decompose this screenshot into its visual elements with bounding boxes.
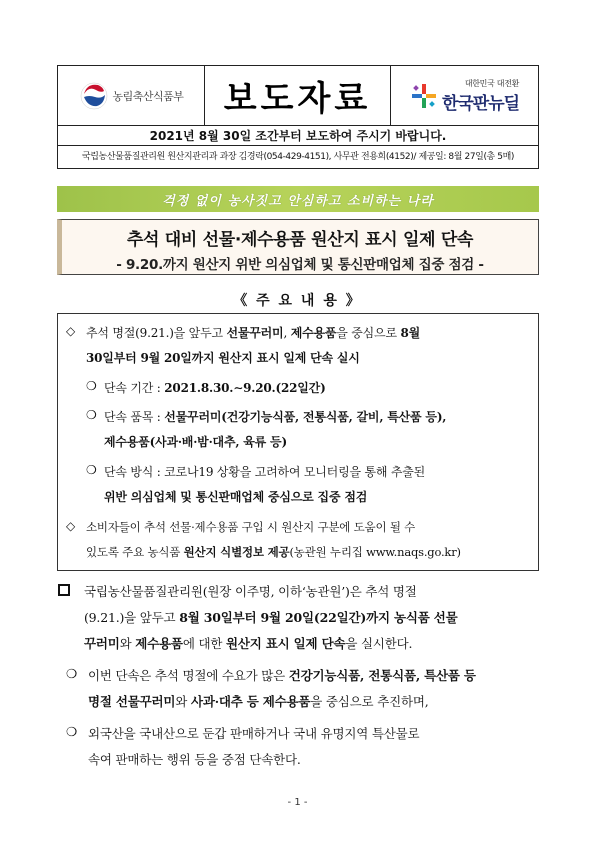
headline-subtitle: - 9.20.까지 원산지 위반 의심업체 및 통신판매업체 집중 점검 - <box>116 257 484 273</box>
brand-cell <box>391 66 538 125</box>
circle-bullet-icon: ❍ <box>86 379 97 393</box>
embargo-notice: 2021년 8월 30일 조간부터 보도하여 주시기 바랍니다. <box>58 126 538 146</box>
body-sub2-line2: 속여 판매하는 행위 등을 중점 단속한다. <box>88 752 301 767</box>
summary-title: 《 주 요 내 용 》 <box>233 293 362 309</box>
summary-items-line1: 단속 품목 : 선물꾸러미(건강기능식품, 전통식품, 갈비, 특산품 등), <box>104 410 447 424</box>
ministry-name: 농림축산식품부 <box>112 89 184 103</box>
summary-p2-line2: 있도록 주요 농식품 원산지 식별정보 제공(농관원 누리집 www.naqs.go.kr) <box>86 545 461 559</box>
contact-info: 국립농산물품질관리원 원산지관리과 과장 김경락(054-429-4151), 사무관 전용희(4152)/ 제공일: 8월 27일(총 5매) <box>81 152 515 162</box>
new-deal-logo <box>410 78 519 114</box>
body-sub1-line1: 이번 단속은 추석 명절에 수요가 많은 건강기능식품, 전통식품, 특산품 등 <box>88 668 476 683</box>
diamond-bullet-icon: ◇ <box>66 519 76 533</box>
body-para1-line1: 국립농산물품질관리원(원장 이주명, 이하‘농관원’)은 추석 명절 <box>84 584 417 599</box>
body-sub2-line1: 외국산을 국내산으로 둔갑 판매하거나 국내 유명지역 특산물로 <box>88 726 420 741</box>
summary-p1-line2: 30일부터 9월 20일까지 원산지 표시 일제 단속 실시 <box>86 351 360 365</box>
ministry-emblem-icon <box>79 81 109 111</box>
summary-period: 단속 기간 : 2021.8.30.∼9.20.(22일간) <box>104 381 326 395</box>
summary-box <box>57 313 539 571</box>
summary-method-line2: 위반 의심업체 및 통신판매업체 중심으로 집중 점검 <box>104 490 368 504</box>
ministry-logo <box>79 81 184 111</box>
brand-tagline: 대한민국 대전환 <box>464 78 520 88</box>
summary-p1-line1: 추석 명절(9.21.)을 앞두고 선물꾸러미, 제수용품을 중심으로 8월 <box>86 326 421 340</box>
body-para1-line3: 꾸러미와 제수용품에 대한 원산지 표시 일제 단속을 실시한다. <box>84 636 413 651</box>
headline-box <box>57 219 539 275</box>
checkbox-bullet-icon <box>58 584 70 596</box>
diamond-bullet-icon: ◇ <box>66 324 76 338</box>
ministry-cell <box>58 66 205 125</box>
summary-items-line2: 제수용품(사과·배·밤·대추, 육류 등) <box>104 435 287 449</box>
body-sub1-line2: 명절 선물꾸러미와 사과·대추 등 제수용품을 중심으로 추진하며, <box>88 694 429 709</box>
header-top-row <box>58 66 538 126</box>
circle-bullet-icon: ❍ <box>86 408 97 422</box>
body-para1-line2: (9.21.)을 앞두고 8월 30일부터 9월 20일(22일간)까지 농식품 선물 <box>84 610 458 625</box>
title-cell <box>205 66 391 125</box>
summary-method-line1: 단속 방식 : 코로나19 상황을 고려하여 모니터링을 통해 추출된 <box>104 465 426 479</box>
circle-bullet-icon: ❍ <box>66 666 78 681</box>
page-number: - 1 - <box>287 797 308 808</box>
press-release-header <box>57 65 539 169</box>
new-deal-symbol-icon <box>410 82 438 110</box>
slogan-banner <box>57 186 539 212</box>
circle-bullet-icon: ❍ <box>66 724 78 739</box>
brand-name: 한국판뉴딜 <box>441 93 520 114</box>
headline-title: 추석 대비 선물·제수용품 원산지 표시 일제 단속 <box>126 230 474 250</box>
slogan-text: 걱정 없이 농사짓고 안심하고 소비하는 나라 <box>162 193 434 209</box>
circle-bullet-icon: ❍ <box>86 463 97 477</box>
summary-p2-line1: 소비자들이 추석 선물·제수용품 구입 시 원산지 구분에 도움이 될 수 <box>86 520 416 534</box>
document-title: 보도자료 <box>223 79 372 119</box>
